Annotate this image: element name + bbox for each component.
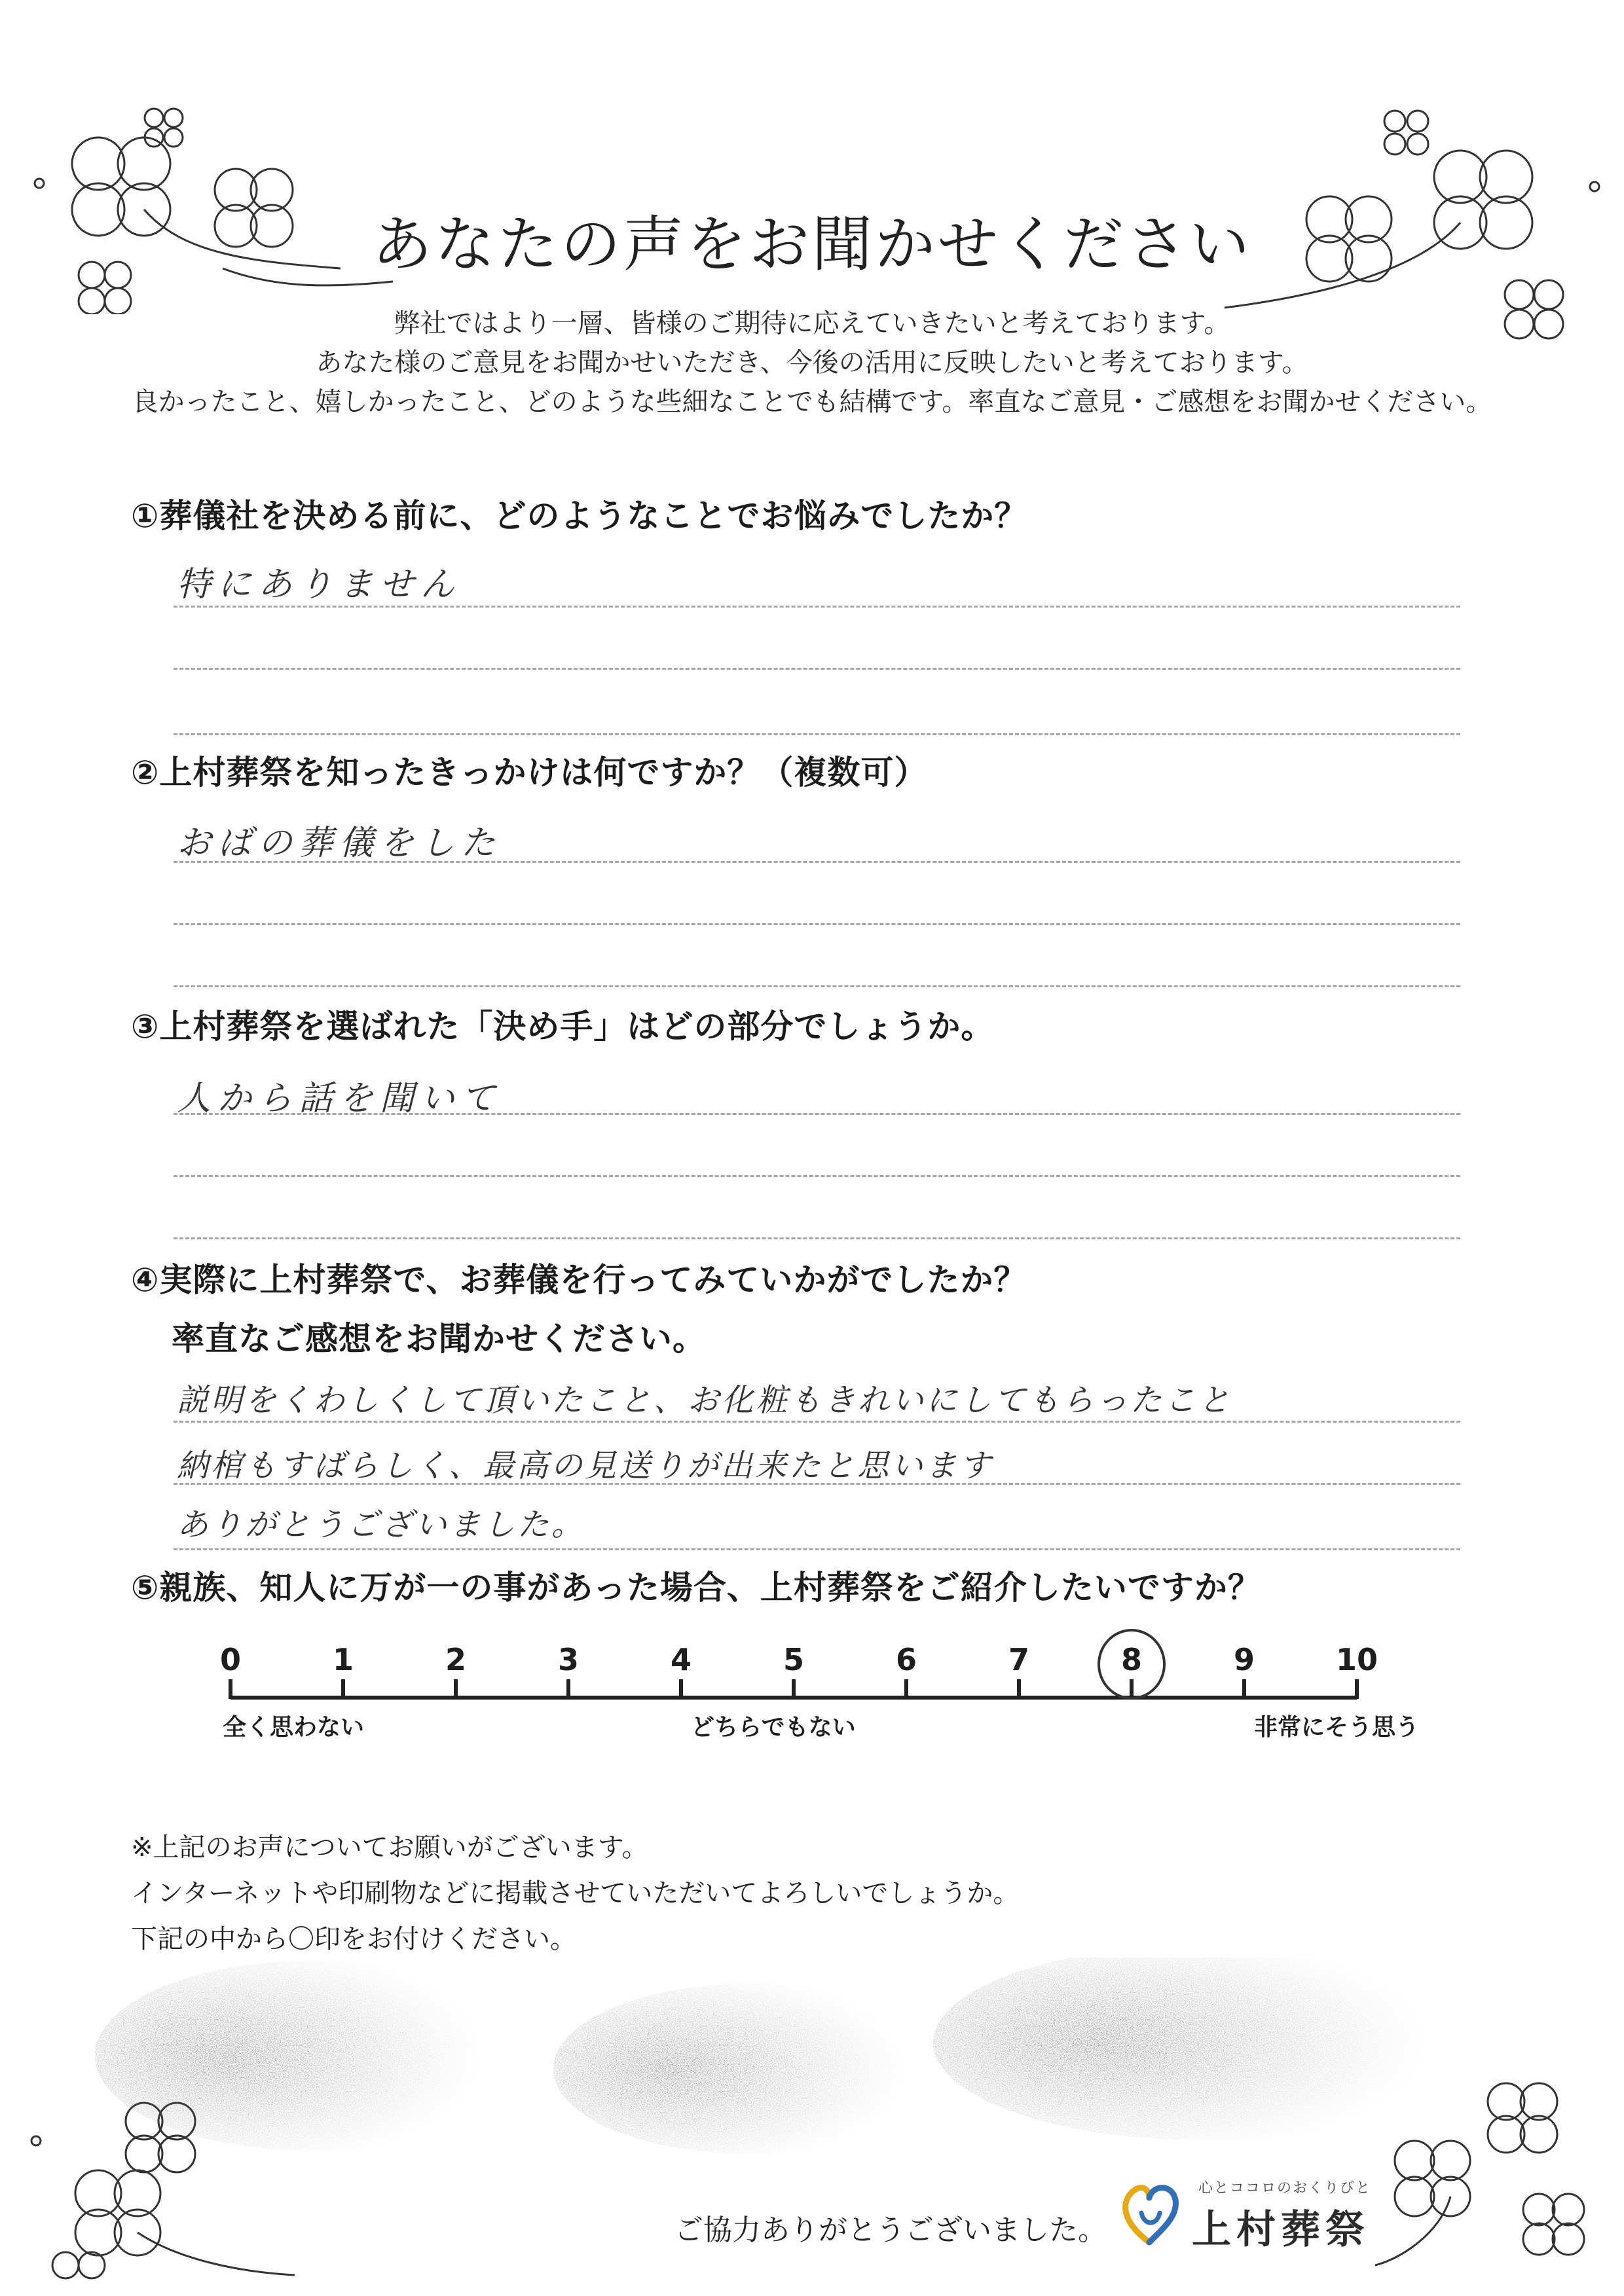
scale-tick [679, 1679, 683, 1699]
scale-number-4: 4 [670, 1642, 692, 1677]
answer-line [174, 1175, 1460, 1177]
answer-line [174, 1421, 1460, 1423]
answer-line [174, 985, 1460, 987]
question-2: ②上村葬祭を知ったきっかけは何ですか？（複数可） [131, 754, 928, 792]
intro-line-2: あなた様のご意見をお聞かせいただき、今後の活用に反映したいと考えております。 [316, 348, 1308, 378]
question-4: ④実際に上村葬祭で、お葬儀を行ってみていかがでしたか？ [131, 1261, 1027, 1299]
answer-line [174, 733, 1460, 735]
answer-4-line-2: 納棺もすばらしく、最高の見送りが出来たと思います [177, 1448, 994, 1484]
brand-name: 上村葬祭 [1192, 2207, 1370, 2253]
heart-logo-icon [1116, 2177, 1182, 2249]
question-3: ③上村葬祭を選ばれた「決め手」はどの部分でしょうか。 [131, 1008, 995, 1046]
page-title: あなたの声をお聞かせください [371, 210, 1252, 280]
note-line-3: 下記の中から〇印をお付けください。 [131, 1924, 576, 1954]
selected-rating-circle [1098, 1629, 1166, 1700]
scale-number-7: 7 [1008, 1642, 1029, 1677]
answer-line [174, 668, 1460, 670]
scale-tick [1017, 1679, 1021, 1699]
answer-line [174, 1548, 1460, 1550]
scale-number-6: 6 [895, 1642, 917, 1677]
note-line-1: ※上記のお声についてお願いがございます。 [131, 1832, 648, 1863]
answer-line [174, 1237, 1460, 1239]
note-line-2: インターネットや印刷物などに掲載させていただいてよろしいでしょうか。 [131, 1878, 1020, 1908]
answer-4-line-3: ありがとうございました。 [177, 1506, 586, 1543]
scale-number-3: 3 [557, 1642, 579, 1677]
scale-number-9: 9 [1233, 1642, 1255, 1677]
scale-number-1: 1 [332, 1642, 354, 1677]
scale-tick [341, 1679, 345, 1699]
scale-tick [566, 1679, 570, 1699]
scale-number-8: 8 [1120, 1642, 1142, 1677]
brand-tagline: 心とココロのおくりびと [1198, 2180, 1372, 2196]
scale-number-10: 10 [1335, 1642, 1378, 1677]
scale-tick [792, 1679, 796, 1699]
answer-4-line-1: 説明をくわしくして頂いたこと、お化粧もきれいにしてもらったこと [177, 1382, 1233, 1419]
scale-tick [229, 1679, 232, 1699]
scale-number-5: 5 [783, 1642, 804, 1677]
answer-line [174, 606, 1460, 608]
answer-line [174, 861, 1460, 863]
redacted-area [95, 1958, 1529, 2154]
thanks-message: ご協力ありがとうございました。 [674, 2214, 1107, 2247]
scale-tick [454, 1679, 458, 1699]
answer-2-handwritten: おばの葬儀をした [177, 824, 502, 863]
intro-line-3: 良かったこと、嬉しかったこと、どのような些細なことでも結構です。率直なご意見・ご感想をお聞かせください。 [132, 387, 1492, 417]
intro-line-1: 弊社ではより一層、皆様のご期待に応えていきたいと考えております。 [394, 308, 1230, 338]
answer-line [174, 1483, 1460, 1485]
scale-number-2: 2 [445, 1642, 466, 1677]
scale-tick [904, 1679, 908, 1699]
scale-label-mid: どちらでもない [691, 1714, 856, 1741]
question-4-subline: 率直なご感想をお聞かせください。 [172, 1320, 706, 1358]
scale-tick [1355, 1679, 1359, 1699]
scale-label-high: 非常にそう思う [1254, 1714, 1420, 1741]
answer-line [174, 1113, 1460, 1115]
scale-tick [1242, 1679, 1246, 1699]
answer-1-handwritten: 特にありません [177, 565, 462, 604]
scale-number-0: 0 [219, 1642, 241, 1677]
answer-3-handwritten: 人から話を聞いて [177, 1079, 502, 1118]
scale-label-low: 全く思わない [223, 1714, 365, 1741]
answer-line [174, 923, 1460, 925]
question-5: ⑤親族、知人に万が一の事があった場合、上村葬祭をご紹介したいですか？ [131, 1569, 1261, 1607]
question-1: ①葬儀社を決める前に、どのようなことでお悩みでしたか？ [131, 497, 1028, 535]
